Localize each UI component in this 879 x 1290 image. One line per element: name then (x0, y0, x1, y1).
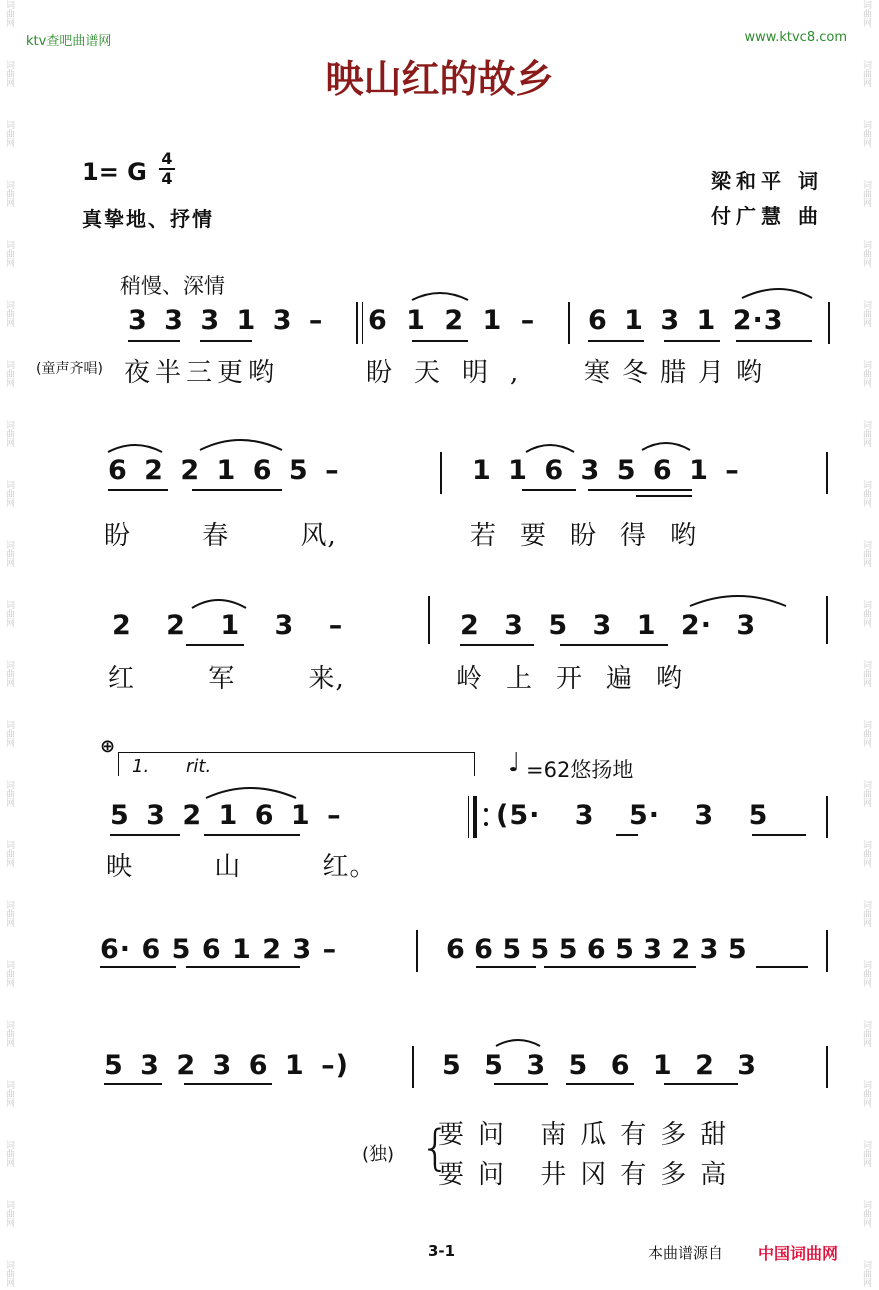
voice-label: (童声齐唱) (36, 361, 103, 377)
expression-mark: 稍慢、深情 (120, 274, 225, 298)
watermark-text: 词曲网 (861, 360, 871, 387)
watermark-text: 词曲网 (4, 1200, 14, 1227)
row6-measure1-notes: 5 3 2 3 6 1 –) (104, 1050, 349, 1081)
row2-lyrics-1: 盼 春 风, (104, 521, 337, 551)
time-signature: 4 4 (157, 150, 177, 188)
lyricist-credit: 梁和平 词 (711, 169, 823, 193)
watermark-text: 词曲网 (4, 480, 14, 507)
row2-measure1-notes: 6 2 2 1 6 5 – (108, 455, 340, 486)
ritardando: rit. (186, 756, 212, 777)
row1-measure3-notes: 6 1 3 1 2·3 (588, 305, 784, 336)
slur (206, 788, 296, 798)
brace-icon: { (420, 1120, 451, 1176)
row1-lyrics-3: 寒冬腊月哟 (584, 358, 775, 388)
watermark-text: 词曲网 (861, 960, 871, 987)
site-logo-left[interactable]: ktv查吧曲谱网 (26, 34, 112, 49)
watermark-text: 词曲网 (4, 180, 14, 207)
watermark-text: 词曲网 (4, 360, 14, 387)
row3-measure1-notes: 2 2 1 3 – (112, 610, 344, 641)
watermark-text: 词曲网 (861, 1080, 871, 1107)
watermark-text: 词曲网 (861, 1200, 871, 1227)
composer-credit: 付广慧 曲 (711, 204, 823, 228)
watermark-text: 词曲网 (4, 60, 14, 87)
row3-measure2-notes: 2 3 5 3 1 2· 3 (460, 610, 757, 641)
row6-measure2-notes: 5 5 3 5 6 1 2 3 (442, 1050, 758, 1081)
tempo-change: =62悠扬地 (526, 758, 634, 782)
watermark-text: 词曲网 (861, 60, 871, 87)
row3-lyrics-2: 岭上开遍哟 (456, 664, 707, 694)
page-number: 3-1 (428, 1242, 456, 1260)
watermark-text: 词曲网 (861, 0, 871, 27)
watermark-text: 词曲网 (4, 600, 14, 627)
slur (526, 445, 574, 452)
watermark-text: 词曲网 (861, 120, 871, 147)
slur (690, 596, 786, 606)
row4-measure1-notes: 5 3 2 1 6 1 – (110, 800, 342, 831)
row5-measure2-notes: 6 6 5 5 5 6 5 3 2 3 5 (446, 934, 748, 965)
watermark-text: 词曲网 (4, 1260, 14, 1287)
watermark-text: 词曲网 (4, 0, 14, 27)
key-signature: 1= G (82, 158, 147, 186)
watermark-text: 词曲网 (861, 600, 871, 627)
watermark-text: 词曲网 (4, 660, 14, 687)
watermark-text: 词曲网 (4, 120, 14, 147)
watermark-text: 词曲网 (861, 1260, 871, 1287)
watermark-text: 词曲网 (4, 960, 14, 987)
slur (742, 289, 812, 298)
watermark-text: 词曲网 (861, 1020, 871, 1047)
song-title: 映山红的故乡 (325, 57, 554, 101)
watermark-text: 词曲网 (4, 420, 14, 447)
row1-measure1-notes: 3 3 3 1 3 – (128, 305, 324, 336)
source-label: 本曲谱源自 (648, 1244, 724, 1262)
volta-label: 1. (132, 756, 150, 777)
slur (200, 440, 282, 450)
quarter-note-icon: ♩ (508, 748, 521, 778)
row5-measure1-notes: 6· 6 5 6 1 2 3 – (100, 934, 338, 965)
row1-measure2-notes: 6 1 2 1 – (368, 305, 536, 336)
site-url-right[interactable]: www.ktvc8.com (744, 30, 847, 45)
watermark-text: 词曲网 (861, 300, 871, 327)
watermark-text: 词曲网 (4, 780, 14, 807)
watermark-text: 词曲网 (861, 660, 871, 687)
watermark-text: 词曲网 (861, 420, 871, 447)
watermark-text: 词曲网 (861, 480, 871, 507)
watermark-text: 词曲网 (4, 240, 14, 267)
watermark-text: 词曲网 (4, 720, 14, 747)
watermark-text: 词曲网 (4, 300, 14, 327)
row1-lyrics-1: 夜半三更哟 (124, 358, 280, 388)
watermark-text: 词曲网 (861, 840, 871, 867)
watermark-text: 词曲网 (4, 900, 14, 927)
row2-lyrics-2: 若要盼得哟 (470, 521, 721, 551)
watermark-text: 词曲网 (4, 540, 14, 567)
source-site-link[interactable]: 中国词曲网 (758, 1244, 839, 1263)
slur (412, 293, 468, 300)
row3-lyrics-1: 红 军 来, (108, 664, 345, 694)
watermark-text: 词曲网 (861, 900, 871, 927)
row4-measure2-notes: (5· 3 5· 3 5 (496, 800, 769, 831)
watermark-text: 词曲网 (861, 180, 871, 207)
coda-sign-icon: ⊕ (100, 736, 116, 757)
row6-lyrics-verse1: 要问 南瓜有多甜 (438, 1120, 741, 1150)
row1-lyrics-2: 盼天明, (366, 358, 541, 388)
watermark-text: 词曲网 (4, 1020, 14, 1047)
row4-lyrics: 映 山 红。 (106, 852, 377, 882)
solo-label: (独) (362, 1144, 395, 1165)
row6-lyrics-verse2: 要问 井冈有多高 (438, 1160, 741, 1190)
watermark-text: 词曲网 (861, 780, 871, 807)
watermark-text: 词曲网 (4, 1140, 14, 1167)
watermark-text: 词曲网 (861, 240, 871, 267)
slur (496, 1040, 540, 1046)
watermark-text: 词曲网 (861, 1140, 871, 1167)
watermark-text: 词曲网 (861, 720, 871, 747)
row2-measure2-notes: 1 1 6 3 5 6 1 – (472, 455, 740, 486)
slur (108, 445, 162, 452)
watermark-text: 词曲网 (4, 1080, 14, 1107)
watermark-text: 词曲网 (861, 540, 871, 567)
tempo-mark: 真挚地、抒情 (82, 207, 214, 231)
slur (192, 600, 246, 608)
watermark-text: 词曲网 (4, 840, 14, 867)
slur (642, 443, 690, 450)
